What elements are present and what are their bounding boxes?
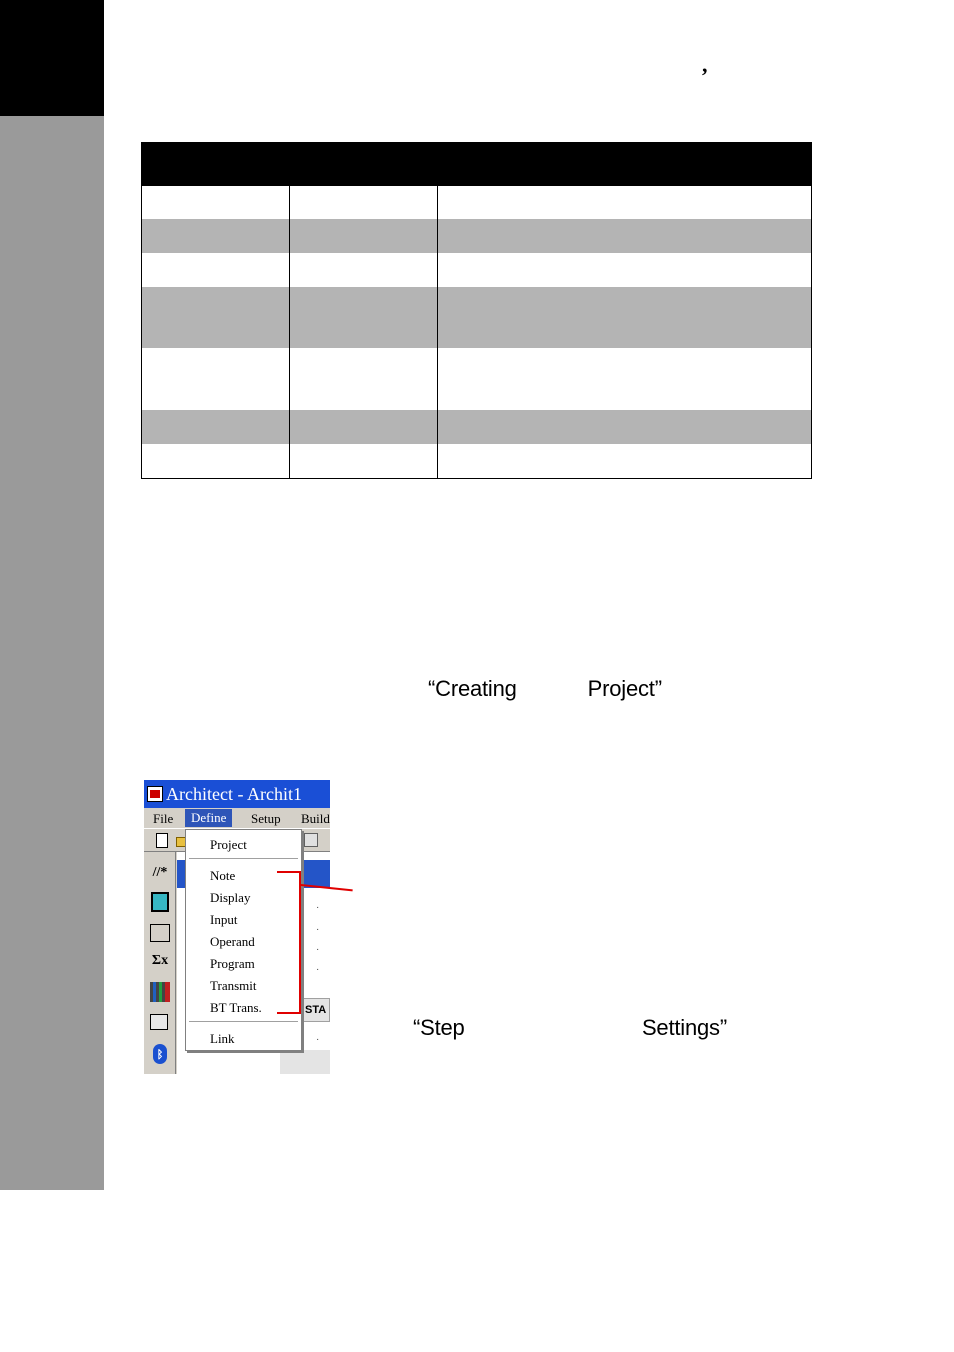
table-cell [142,253,290,287]
table-row [142,348,811,410]
dot: · [316,964,320,975]
table-row [142,444,811,478]
menubar [144,808,330,828]
menu-item-input[interactable]: Input [210,912,238,927]
input-tool-icon[interactable] [150,924,170,942]
table-cell [290,186,438,219]
menu-separator [189,858,298,860]
menu-setup[interactable]: Setup [251,811,281,826]
table-cell [290,348,438,410]
sigma-tool-icon[interactable]: Σx [151,953,169,968]
menu-item-display[interactable]: Display [210,890,251,905]
table-row [142,186,811,219]
define-dropdown-menu [185,829,302,1051]
table-cell [438,410,811,444]
table-cell [142,287,290,348]
left-toolbox [144,852,176,1074]
dot: · [316,902,320,913]
menu-define[interactable]: Define [185,809,232,827]
menu-item-bt-trans[interactable]: BT Trans. [210,1000,262,1015]
program-tool-icon[interactable] [150,982,170,1002]
callout-bracket-vertical [299,871,301,1014]
table-cell [142,186,290,219]
table-cell [290,410,438,444]
data-table [141,142,812,479]
caption-step-settings: “Step Settings” [413,1015,727,1040]
caption-creating-project: “Creating Project” [428,676,662,701]
table-row [142,253,811,287]
table-cell [438,287,811,348]
menu-build[interactable]: Build [301,811,330,826]
table-cell [438,186,811,219]
table-row [142,410,811,444]
display-tool-icon[interactable] [151,892,169,912]
window-titlebar [144,780,330,808]
side-tab-gray [0,116,104,1190]
bluetooth-icon[interactable]: ᛒ [153,1044,167,1064]
comment-tool-icon[interactable]: //* [152,865,168,880]
callout-bracket-top [277,871,301,873]
table-header-cell [438,143,811,186]
table-cell [290,444,438,478]
transmit-tool-icon[interactable] [150,1014,168,1030]
new-file-icon[interactable] [156,833,168,848]
menu-item-project[interactable]: Project [210,837,247,852]
sta-column-header: STA [280,998,330,1022]
menu-item-note[interactable]: Note [210,868,236,883]
app-icon [147,786,163,802]
table-cell [290,219,438,253]
table-cell [438,253,811,287]
menu-item-link[interactable]: Link [210,1031,235,1046]
menu-item-program[interactable]: Program [210,956,255,971]
table-cell [438,444,811,478]
menu-item-operand[interactable]: Operand [210,934,255,949]
table-cell [290,253,438,287]
window-title: Architect - Archit1 [166,784,302,804]
table-cell [142,410,290,444]
header-comma: , [702,52,708,77]
side-tab-black [0,0,104,116]
table-header [142,143,811,186]
menu-file[interactable]: File [153,811,174,826]
callout-bracket-bottom [277,1012,301,1014]
dot: · [316,944,320,955]
table-row [142,287,811,348]
table-cell [290,287,438,348]
table-cell [438,348,811,410]
dot: · [316,924,320,935]
table-row [142,219,811,253]
dot: · [316,1034,320,1045]
bottom-cell [280,1050,330,1074]
menu-item-transmit[interactable]: Transmit [210,978,257,993]
app-screenshot [144,780,330,1074]
table-header-cell [142,143,438,186]
table-cell [142,219,290,253]
menu-separator [189,1021,298,1023]
table-cell [142,348,290,410]
properties-icon[interactable] [304,833,318,847]
table-cell [142,444,290,478]
table-cell [438,219,811,253]
